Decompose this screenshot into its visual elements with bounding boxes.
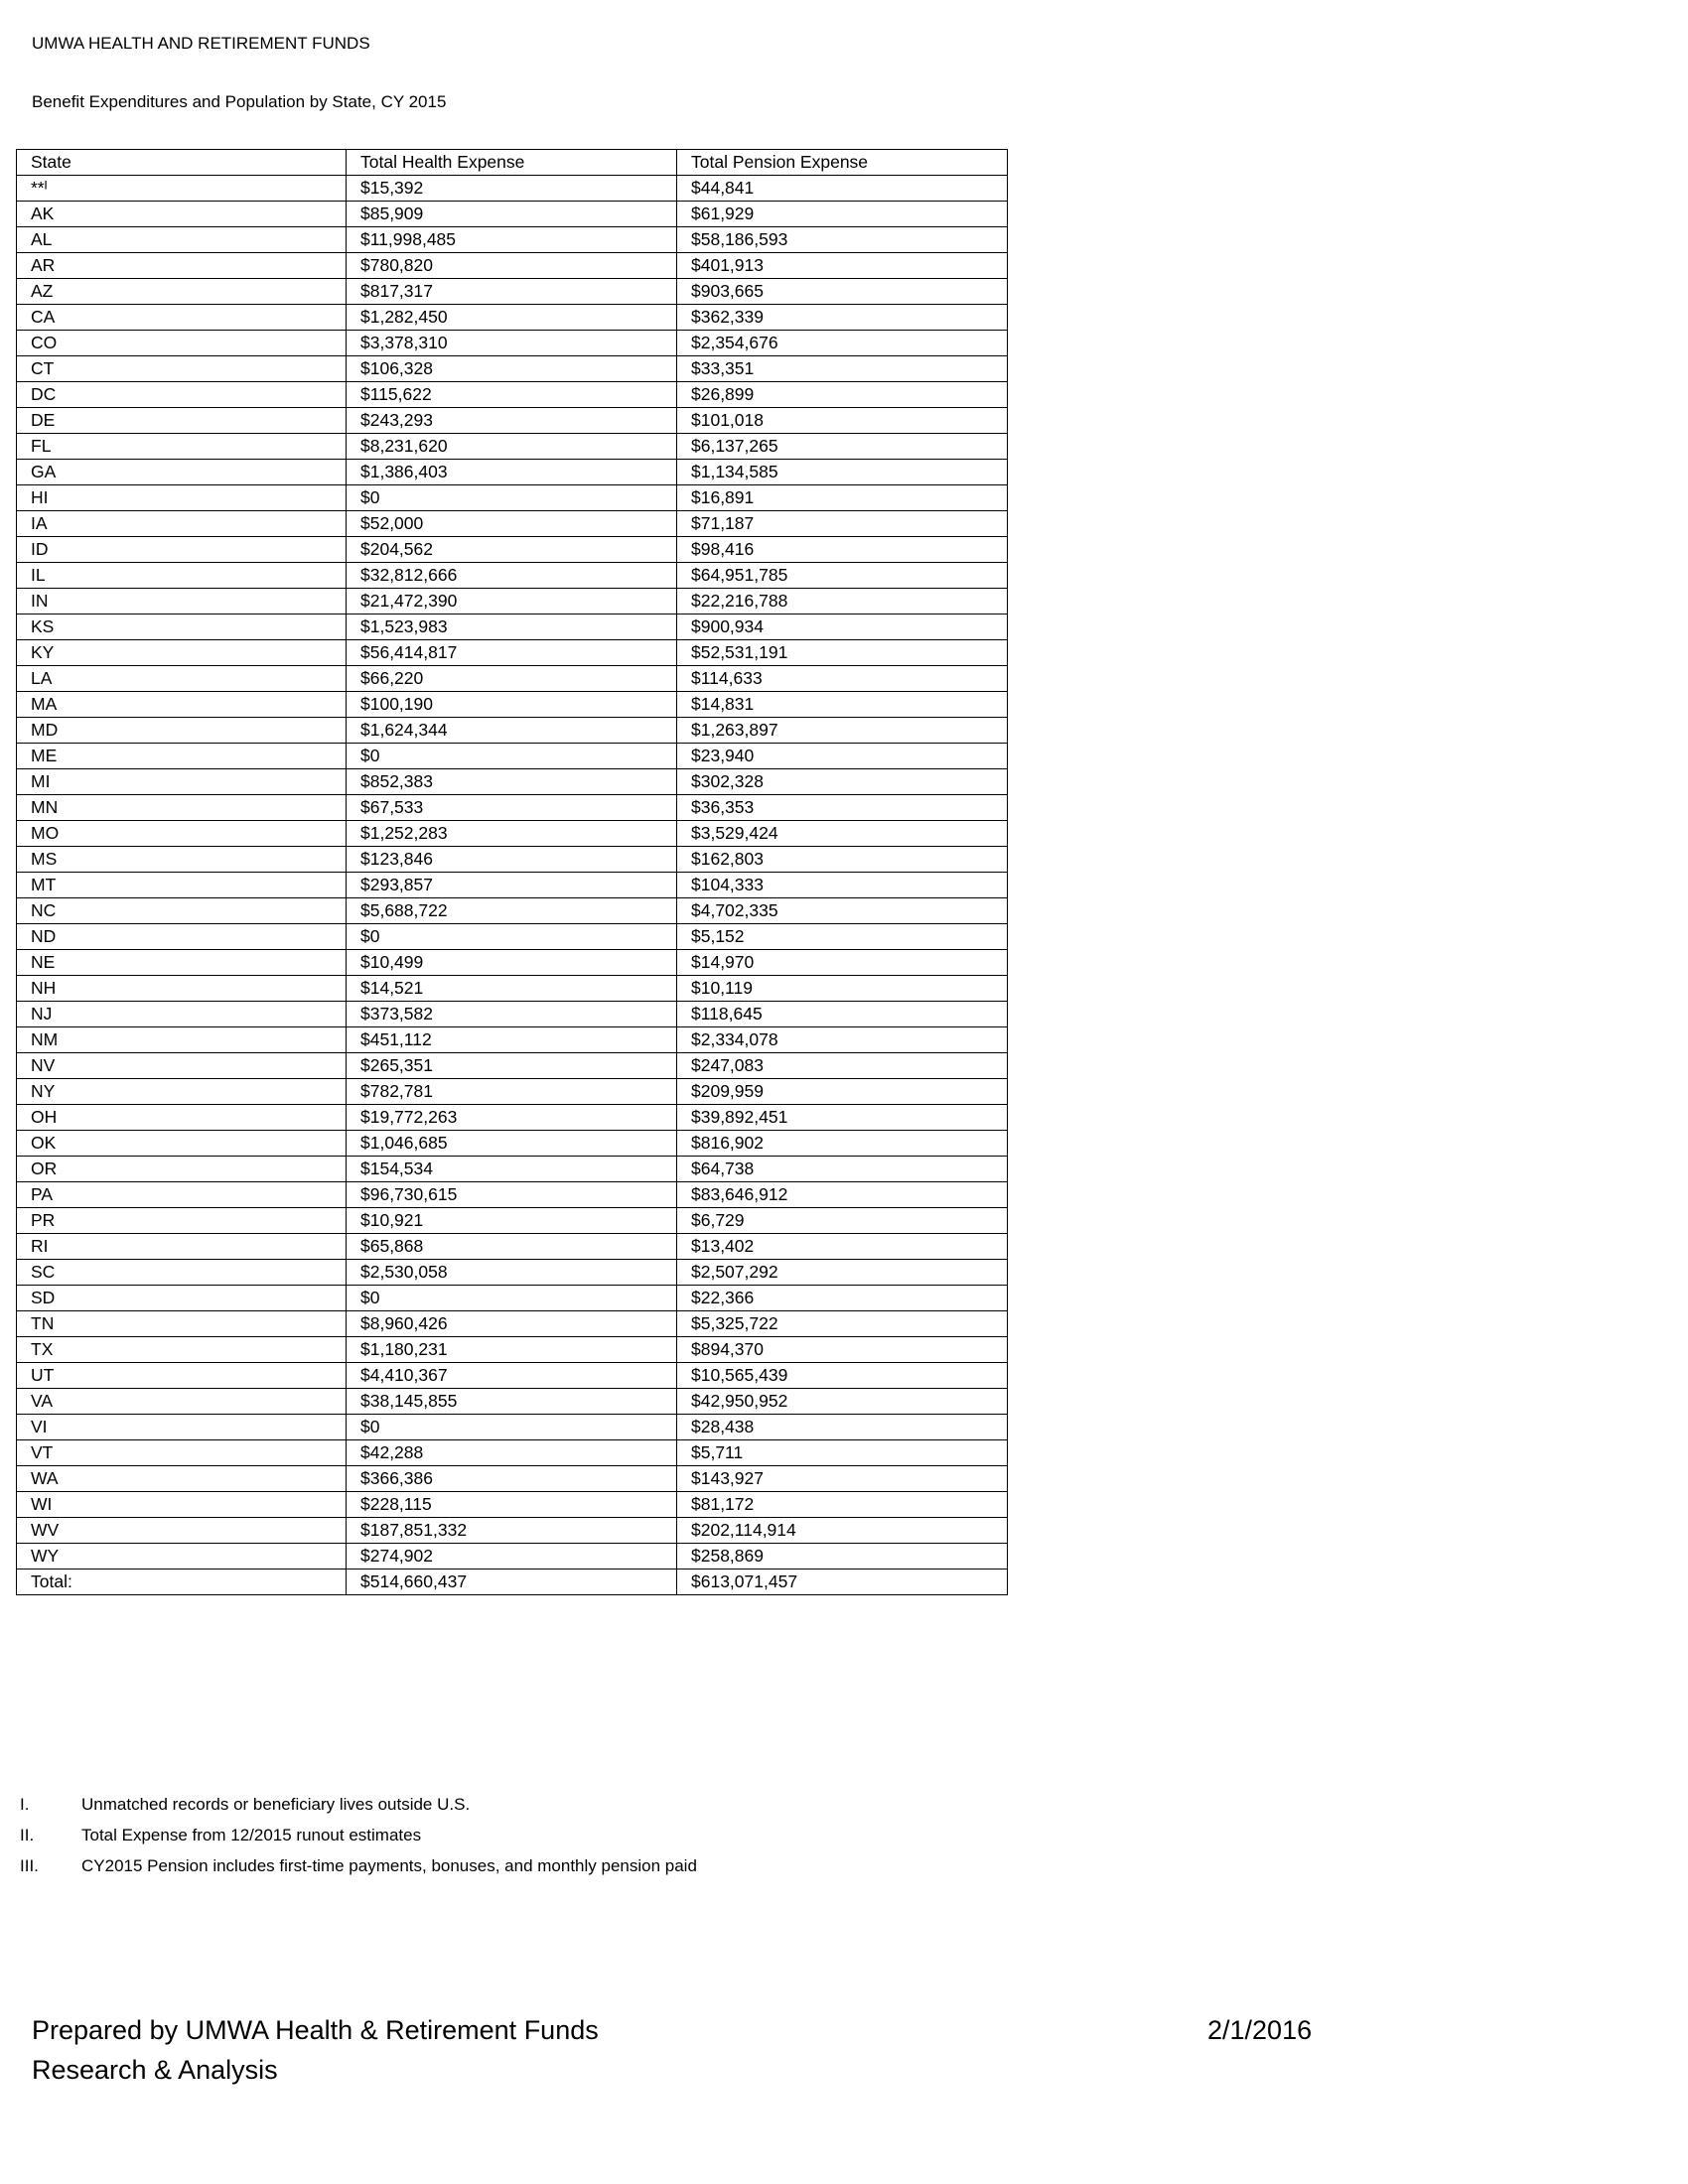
table-row (17, 1363, 1008, 1389)
health-expense-cell: $19,772,263 (347, 1105, 677, 1131)
table-row (17, 537, 1008, 563)
footnote-text: Total Expense from 12/2015 runout estimates (81, 1826, 422, 1844)
state-cell: TX (17, 1337, 347, 1363)
pension-expense-cell: $28,438 (677, 1415, 1008, 1440)
table-row (17, 511, 1008, 537)
pension-expense-cell: $816,902 (677, 1131, 1008, 1157)
state-cell: HI (17, 485, 347, 511)
health-expense-cell: $204,562 (347, 537, 677, 563)
health-expense-cell: $85,909 (347, 202, 677, 227)
state-cell: AK (17, 202, 347, 227)
table-row (17, 898, 1008, 924)
state-cell: MN (17, 795, 347, 821)
health-expense-cell: $42,288 (347, 1440, 677, 1466)
table-row (17, 589, 1008, 614)
health-expense-cell: $780,820 (347, 253, 677, 279)
pension-expense-cell: $6,729 (677, 1208, 1008, 1234)
table-row (17, 1415, 1008, 1440)
table-row (17, 279, 1008, 305)
pension-expense-cell: $42,950,952 (677, 1389, 1008, 1415)
table-row (17, 1027, 1008, 1053)
state-cell: FL (17, 434, 347, 460)
health-expense-cell: $100,190 (347, 692, 677, 718)
state-cell: IL (17, 563, 347, 589)
table-row (17, 1518, 1008, 1544)
prepared-by-line1: Prepared by UMWA Health & Retirement Funds (32, 2015, 599, 2045)
table-row (17, 950, 1008, 976)
pension-expense-cell: $118,645 (677, 1002, 1008, 1027)
health-expense-cell: $451,112 (347, 1027, 677, 1053)
state-cell: WA (17, 1466, 347, 1492)
health-expense-cell: $10,499 (347, 950, 677, 976)
table-row (17, 202, 1008, 227)
table-row (17, 847, 1008, 873)
report-date: 2/1/2016 (1207, 2015, 1313, 2045)
health-expense-cell: $38,145,855 (347, 1389, 677, 1415)
health-expense-cell: $0 (347, 924, 677, 950)
table-row (17, 976, 1008, 1002)
health-expense-cell: $8,231,620 (347, 434, 677, 460)
state-cell: KY (17, 640, 347, 666)
pension-expense-cell: $1,263,897 (677, 718, 1008, 744)
pension-expense-cell: $4,702,335 (677, 898, 1008, 924)
health-expense-cell: $1,282,450 (347, 305, 677, 331)
health-expense-cell: $274,902 (347, 1544, 677, 1570)
health-expense-cell: $96,730,615 (347, 1182, 677, 1208)
health-expense-cell: $5,688,722 (347, 898, 677, 924)
table-row (17, 1079, 1008, 1105)
table-row (17, 1105, 1008, 1131)
table-row (17, 331, 1008, 356)
table-row (17, 1002, 1008, 1027)
table-row (17, 821, 1008, 847)
state-cell: GA (17, 460, 347, 485)
state-cell: DC (17, 382, 347, 408)
state-cell: MO (17, 821, 347, 847)
state-cell: SC (17, 1260, 347, 1286)
footnote-number: II. (20, 1826, 35, 1844)
state-cell: DE (17, 408, 347, 434)
table-row (17, 1182, 1008, 1208)
health-expense-cell: $8,960,426 (347, 1311, 677, 1337)
table-row (17, 769, 1008, 795)
state-cell: VA (17, 1389, 347, 1415)
table-row (17, 1234, 1008, 1260)
health-expense-cell: $817,317 (347, 279, 677, 305)
health-expense-cell: $154,534 (347, 1157, 677, 1182)
state-cell: CO (17, 331, 347, 356)
health-expense-cell: $0 (347, 1415, 677, 1440)
state-cell: LA (17, 666, 347, 692)
pension-expense-cell: $247,083 (677, 1053, 1008, 1079)
pension-expense-cell: $903,665 (677, 279, 1008, 305)
pension-expense-cell: $5,711 (677, 1440, 1008, 1466)
health-expense-cell: $1,523,983 (347, 614, 677, 640)
health-expense-cell: $21,472,390 (347, 589, 677, 614)
pension-expense-cell: $3,529,424 (677, 821, 1008, 847)
health-expense-cell: $52,000 (347, 511, 677, 537)
pension-expense-cell: $39,892,451 (677, 1105, 1008, 1131)
table-row (17, 305, 1008, 331)
health-expense-cell: $514,660,437 (347, 1570, 677, 1595)
pension-expense-cell: $5,325,722 (677, 1311, 1008, 1337)
table-row (17, 640, 1008, 666)
state-cell: NH (17, 976, 347, 1002)
pension-expense-cell: $98,416 (677, 537, 1008, 563)
table-row (17, 1286, 1008, 1311)
health-expense-cell: $32,812,666 (347, 563, 677, 589)
pension-expense-cell: $401,913 (677, 253, 1008, 279)
state-cell: RI (17, 1234, 347, 1260)
state-cell: VT (17, 1440, 347, 1466)
state-cell: NJ (17, 1002, 347, 1027)
state-cell: **ᴵ (17, 176, 347, 202)
table-row (17, 1337, 1008, 1363)
table-row (17, 1466, 1008, 1492)
table-row (17, 460, 1008, 485)
table-row (17, 614, 1008, 640)
pension-expense-cell: $14,970 (677, 950, 1008, 976)
health-expense-cell: $14,521 (347, 976, 677, 1002)
state-cell: MS (17, 847, 347, 873)
pension-expense-cell: $362,339 (677, 305, 1008, 331)
org-title: UMWA HEALTH AND RETIREMENT FUNDS (32, 34, 370, 53)
state-cell: MD (17, 718, 347, 744)
health-expense-cell: $852,383 (347, 769, 677, 795)
state-cell: AR (17, 253, 347, 279)
pension-expense-cell: $2,334,078 (677, 1027, 1008, 1053)
pension-expense-cell: $114,633 (677, 666, 1008, 692)
health-expense-cell: $228,115 (347, 1492, 677, 1518)
state-cell: WV (17, 1518, 347, 1544)
table-row (17, 1131, 1008, 1157)
prepared-by-line2: Research & Analysis (32, 2055, 278, 2085)
health-expense-cell: $0 (347, 744, 677, 769)
health-expense-cell: $0 (347, 1286, 677, 1311)
pension-expense-cell: $6,137,265 (677, 434, 1008, 460)
pension-expense-cell: $613,071,457 (677, 1570, 1008, 1595)
pension-expense-cell: $202,114,914 (677, 1518, 1008, 1544)
state-cell: ID (17, 537, 347, 563)
table-row (17, 485, 1008, 511)
state-cell: OH (17, 1105, 347, 1131)
pension-expense-cell: $900,934 (677, 614, 1008, 640)
health-expense-cell: $243,293 (347, 408, 677, 434)
state-cell: MA (17, 692, 347, 718)
pension-expense-cell: $302,328 (677, 769, 1008, 795)
pension-expense-cell: $2,354,676 (677, 331, 1008, 356)
table-row (17, 356, 1008, 382)
pension-expense-cell: $61,929 (677, 202, 1008, 227)
health-expense-cell: $106,328 (347, 356, 677, 382)
footnote-text: CY2015 Pension includes first-time payments, bonuses, and monthly pension paid (81, 1856, 697, 1875)
state-cell: SD (17, 1286, 347, 1311)
state-cell: IN (17, 589, 347, 614)
table-row (17, 1389, 1008, 1415)
state-cell: AL (17, 227, 347, 253)
pension-expense-cell: $58,186,593 (677, 227, 1008, 253)
pension-expense-cell: $104,333 (677, 873, 1008, 898)
health-expense-cell: $782,781 (347, 1079, 677, 1105)
column-header-pension: Total Pension Expense (677, 150, 1008, 176)
table-row (17, 1260, 1008, 1286)
state-cell: PR (17, 1208, 347, 1234)
health-expense-cell: $66,220 (347, 666, 677, 692)
pension-expense-cell: $1,134,585 (677, 460, 1008, 485)
footnote-number: I. (20, 1795, 30, 1814)
table-row (17, 1440, 1008, 1466)
health-expense-cell: $373,582 (347, 1002, 677, 1027)
table-row (17, 563, 1008, 589)
pension-expense-cell: $81,172 (677, 1492, 1008, 1518)
state-cell: ME (17, 744, 347, 769)
health-expense-cell: $187,851,332 (347, 1518, 677, 1544)
column-header-state: State (17, 150, 347, 176)
pension-expense-cell: $22,216,788 (677, 589, 1008, 614)
state-cell: VI (17, 1415, 347, 1440)
table-row (17, 795, 1008, 821)
pension-expense-cell: $13,402 (677, 1234, 1008, 1260)
pension-expense-cell: $2,507,292 (677, 1260, 1008, 1286)
health-expense-cell: $67,533 (347, 795, 677, 821)
prepared-by (32, 2010, 599, 2090)
table-row (17, 1311, 1008, 1337)
table-row (17, 924, 1008, 950)
health-expense-cell: $4,410,367 (347, 1363, 677, 1389)
health-expense-cell: $3,378,310 (347, 331, 677, 356)
pension-expense-cell: $16,891 (677, 485, 1008, 511)
pension-expense-cell: $143,927 (677, 1466, 1008, 1492)
pension-expense-cell: $36,353 (677, 795, 1008, 821)
health-expense-cell: $265,351 (347, 1053, 677, 1079)
pension-expense-cell: $894,370 (677, 1337, 1008, 1363)
table-row (17, 176, 1008, 202)
table-row (17, 873, 1008, 898)
health-expense-cell: $1,046,685 (347, 1131, 677, 1157)
pension-expense-cell: $71,187 (677, 511, 1008, 537)
pension-expense-cell: $10,119 (677, 976, 1008, 1002)
pension-expense-cell: $26,899 (677, 382, 1008, 408)
state-cell: WY (17, 1544, 347, 1570)
health-expense-cell: $11,998,485 (347, 227, 677, 253)
pension-expense-cell: $14,831 (677, 692, 1008, 718)
report-subtitle: Benefit Expenditures and Population by State, CY 2015 (32, 92, 447, 111)
pension-expense-cell: $64,951,785 (677, 563, 1008, 589)
state-cell: CA (17, 305, 347, 331)
state-cell: OK (17, 1131, 347, 1157)
health-expense-cell: $115,622 (347, 382, 677, 408)
state-cell: Total: (17, 1570, 347, 1595)
table-body (17, 176, 1008, 1595)
pension-expense-cell: $209,959 (677, 1079, 1008, 1105)
state-cell: AZ (17, 279, 347, 305)
table-row (17, 382, 1008, 408)
health-expense-cell: $2,530,058 (347, 1260, 677, 1286)
state-cell: WI (17, 1492, 347, 1518)
table-row (17, 408, 1008, 434)
table-row (17, 253, 1008, 279)
state-cell: ND (17, 924, 347, 950)
state-cell: TN (17, 1311, 347, 1337)
health-expense-cell: $1,386,403 (347, 460, 677, 485)
table-row (17, 227, 1008, 253)
health-expense-cell: $10,921 (347, 1208, 677, 1234)
table-row (17, 1208, 1008, 1234)
health-expense-cell: $56,414,817 (347, 640, 677, 666)
table-row (17, 434, 1008, 460)
pension-expense-cell: $23,940 (677, 744, 1008, 769)
footnote-number: III. (20, 1856, 39, 1875)
total-row (17, 1570, 1008, 1595)
pension-expense-cell: $22,366 (677, 1286, 1008, 1311)
table-row (17, 1053, 1008, 1079)
table-row (17, 1544, 1008, 1570)
pension-expense-cell: $33,351 (677, 356, 1008, 382)
health-expense-cell: $65,868 (347, 1234, 677, 1260)
health-expense-cell: $15,392 (347, 176, 677, 202)
state-cell: PA (17, 1182, 347, 1208)
table-row (17, 1492, 1008, 1518)
table-row (17, 666, 1008, 692)
health-expense-cell: $1,180,231 (347, 1337, 677, 1363)
health-expense-cell: $1,624,344 (347, 718, 677, 744)
state-cell: MI (17, 769, 347, 795)
pension-expense-cell: $101,018 (677, 408, 1008, 434)
pension-expense-cell: $64,738 (677, 1157, 1008, 1182)
state-cell: IA (17, 511, 347, 537)
state-cell: NC (17, 898, 347, 924)
health-expense-cell: $1,252,283 (347, 821, 677, 847)
benefit-expenditures-table (16, 149, 1008, 1595)
pension-expense-cell: $10,565,439 (677, 1363, 1008, 1389)
table-row (17, 1157, 1008, 1182)
state-cell: OR (17, 1157, 347, 1182)
state-cell: UT (17, 1363, 347, 1389)
state-cell: NE (17, 950, 347, 976)
health-expense-cell: $366,386 (347, 1466, 677, 1492)
table-header-row (17, 150, 1008, 176)
state-cell: NM (17, 1027, 347, 1053)
health-expense-cell: $123,846 (347, 847, 677, 873)
pension-expense-cell: $162,803 (677, 847, 1008, 873)
state-cell: MT (17, 873, 347, 898)
pension-expense-cell: $83,646,912 (677, 1182, 1008, 1208)
pension-expense-cell: $258,869 (677, 1544, 1008, 1570)
health-expense-cell: $293,857 (347, 873, 677, 898)
table-row (17, 718, 1008, 744)
table-row (17, 692, 1008, 718)
footnote-text: Unmatched records or beneficiary lives outside U.S. (81, 1795, 471, 1814)
pension-expense-cell: $44,841 (677, 176, 1008, 202)
state-cell: CT (17, 356, 347, 382)
health-expense-cell: $0 (347, 485, 677, 511)
pension-expense-cell: $5,152 (677, 924, 1008, 950)
column-header-health: Total Health Expense (347, 150, 677, 176)
state-cell: NY (17, 1079, 347, 1105)
pension-expense-cell: $52,531,191 (677, 640, 1008, 666)
table-row (17, 744, 1008, 769)
state-cell: KS (17, 614, 347, 640)
state-cell: NV (17, 1053, 347, 1079)
